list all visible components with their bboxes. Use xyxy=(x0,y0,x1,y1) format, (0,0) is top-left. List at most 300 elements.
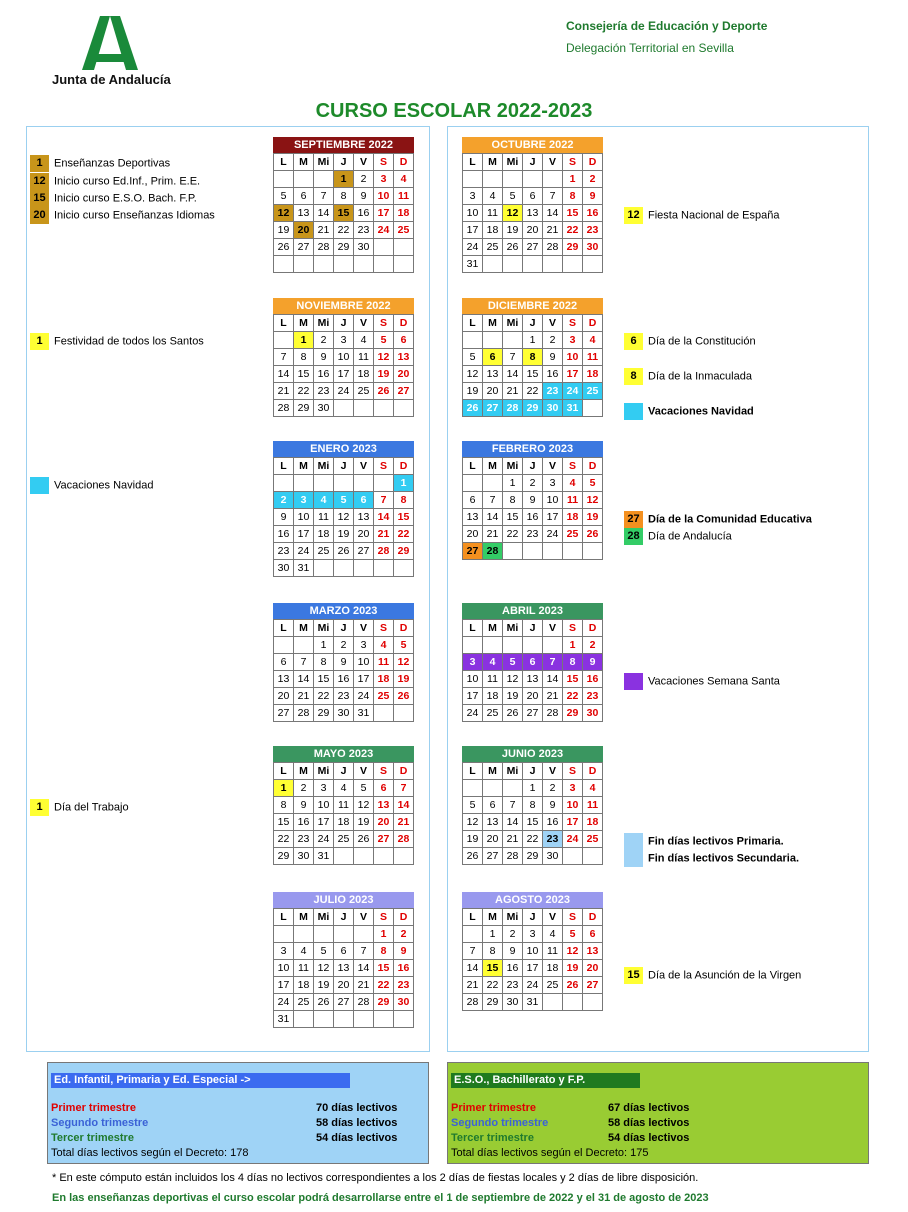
summary-primaria-row-3-label: Tercer trimestre xyxy=(51,1132,134,1144)
day-cell xyxy=(314,171,334,188)
day-cell xyxy=(583,256,603,273)
day-cell: 7 xyxy=(394,780,414,797)
day-cell: 1 xyxy=(334,171,354,188)
day-cell: 23 xyxy=(543,831,563,848)
day-cell: 17 xyxy=(523,960,543,977)
day-cell: 20 xyxy=(483,831,503,848)
day-cell: 23 xyxy=(314,383,334,400)
weekday-header: S xyxy=(563,620,583,637)
month-calendar xyxy=(462,298,603,417)
day-cell xyxy=(374,475,394,492)
day-cell xyxy=(503,332,523,349)
legend-item xyxy=(30,477,153,494)
day-cell: 4 xyxy=(483,654,503,671)
day-cell xyxy=(463,637,483,654)
day-cell xyxy=(314,560,334,577)
day-cell xyxy=(483,256,503,273)
day-cell: 4 xyxy=(543,926,563,943)
day-cell: 11 xyxy=(374,654,394,671)
day-cell: 4 xyxy=(314,492,334,509)
day-cell: 17 xyxy=(334,366,354,383)
day-cell: 6 xyxy=(294,188,314,205)
day-cell: 6 xyxy=(354,492,374,509)
day-cell xyxy=(523,256,543,273)
day-cell xyxy=(503,780,523,797)
day-cell: 26 xyxy=(503,239,523,256)
day-cell: 28 xyxy=(294,705,314,722)
summary-primaria-total: Total días lectivos según el Decreto: 178 xyxy=(51,1147,249,1159)
weekday-header: J xyxy=(523,154,543,171)
day-cell: 11 xyxy=(583,797,603,814)
day-cell xyxy=(523,637,543,654)
day-cell: 3 xyxy=(294,492,314,509)
day-cell: 31 xyxy=(463,256,483,273)
month-calendar xyxy=(273,603,414,722)
day-cell: 18 xyxy=(314,526,334,543)
legend-swatch xyxy=(624,403,643,420)
day-cell xyxy=(374,560,394,577)
day-cell: 25 xyxy=(483,705,503,722)
day-cell xyxy=(583,848,603,865)
day-cell: 27 xyxy=(374,831,394,848)
day-cell xyxy=(354,848,374,865)
day-cell: 14 xyxy=(314,205,334,222)
day-cell xyxy=(394,705,414,722)
weekday-header: M xyxy=(294,458,314,475)
weekday-header: L xyxy=(463,620,483,637)
day-cell: 3 xyxy=(274,943,294,960)
day-cell: 4 xyxy=(374,637,394,654)
month-title: OCTUBRE 2022 xyxy=(462,137,603,153)
day-cell: 13 xyxy=(294,205,314,222)
day-cell xyxy=(354,926,374,943)
month-grid xyxy=(273,762,414,865)
day-cell: 15 xyxy=(334,205,354,222)
legend-label: Vacaciones Navidad xyxy=(54,479,154,492)
summary-secundaria-row-1-value: 67 días lectivos xyxy=(608,1102,690,1114)
weekday-header: S xyxy=(563,154,583,171)
weekday-header: V xyxy=(354,315,374,332)
day-cell: 17 xyxy=(463,688,483,705)
legend-swatch: 15 xyxy=(30,190,49,207)
day-cell: 29 xyxy=(374,994,394,1011)
day-cell: 7 xyxy=(314,188,334,205)
day-cell: 19 xyxy=(563,960,583,977)
day-cell: 25 xyxy=(583,831,603,848)
weekday-header: Mi xyxy=(503,315,523,332)
day-cell: 18 xyxy=(543,960,563,977)
day-cell: 8 xyxy=(483,943,503,960)
day-cell: 22 xyxy=(483,977,503,994)
weekday-header: D xyxy=(583,458,603,475)
day-cell: 1 xyxy=(483,926,503,943)
day-cell: 7 xyxy=(483,492,503,509)
day-cell: 16 xyxy=(583,205,603,222)
day-cell: 14 xyxy=(354,960,374,977)
weekday-header: D xyxy=(394,154,414,171)
month-grid xyxy=(273,314,414,417)
day-cell: 20 xyxy=(334,977,354,994)
day-cell: 23 xyxy=(543,383,563,400)
day-cell: 2 xyxy=(314,332,334,349)
weekday-header: M xyxy=(483,315,503,332)
day-cell: 11 xyxy=(583,349,603,366)
day-cell: 14 xyxy=(294,671,314,688)
month-calendar xyxy=(462,603,603,722)
day-cell: 18 xyxy=(483,222,503,239)
day-cell: 19 xyxy=(394,671,414,688)
day-cell: 5 xyxy=(374,332,394,349)
day-cell: 27 xyxy=(354,543,374,560)
day-cell: 10 xyxy=(374,188,394,205)
day-cell: 11 xyxy=(563,492,583,509)
legend-swatch: 1 xyxy=(30,333,49,350)
weekday-header: S xyxy=(374,315,394,332)
summary-primaria xyxy=(47,1062,429,1164)
day-cell: 20 xyxy=(463,526,483,543)
weekday-header: S xyxy=(374,909,394,926)
day-cell: 1 xyxy=(563,171,583,188)
summary-secundaria-row-3-label: Tercer trimestre xyxy=(451,1132,534,1144)
day-cell: 29 xyxy=(314,705,334,722)
day-cell: 13 xyxy=(483,814,503,831)
legend-item xyxy=(624,850,799,867)
day-cell xyxy=(334,256,354,273)
day-cell: 11 xyxy=(483,205,503,222)
day-cell: 5 xyxy=(503,188,523,205)
month-grid xyxy=(462,314,603,417)
weekday-header: J xyxy=(523,763,543,780)
day-cell: 27 xyxy=(463,543,483,560)
day-cell: 27 xyxy=(294,239,314,256)
legend-item xyxy=(624,207,779,224)
day-cell: 10 xyxy=(274,960,294,977)
day-cell: 11 xyxy=(354,349,374,366)
weekday-header: Mi xyxy=(503,458,523,475)
day-cell: 20 xyxy=(374,814,394,831)
day-cell: 12 xyxy=(374,349,394,366)
day-cell xyxy=(314,256,334,273)
day-cell: 28 xyxy=(374,543,394,560)
legend-swatch: 8 xyxy=(624,368,643,385)
day-cell: 27 xyxy=(483,400,503,417)
day-cell: 22 xyxy=(523,383,543,400)
day-cell: 24 xyxy=(294,543,314,560)
day-cell xyxy=(354,400,374,417)
weekday-header: D xyxy=(583,154,603,171)
day-cell: 3 xyxy=(563,780,583,797)
legend-label: Inicio curso E.S.O. Bach. F.P. xyxy=(54,192,197,205)
day-cell: 14 xyxy=(483,509,503,526)
day-cell: 18 xyxy=(583,366,603,383)
weekday-header: S xyxy=(563,763,583,780)
day-cell xyxy=(483,332,503,349)
day-cell: 9 xyxy=(523,492,543,509)
day-cell: 23 xyxy=(523,526,543,543)
day-cell: 26 xyxy=(583,526,603,543)
legend-item xyxy=(624,333,756,350)
day-cell xyxy=(294,171,314,188)
day-cell xyxy=(563,543,583,560)
day-cell: 9 xyxy=(503,943,523,960)
weekday-header: J xyxy=(523,620,543,637)
weekday-header: J xyxy=(334,909,354,926)
legend-item xyxy=(624,673,780,690)
month-grid xyxy=(462,153,603,273)
month-title: FEBRERO 2023 xyxy=(462,441,603,457)
day-cell: 13 xyxy=(583,943,603,960)
day-cell: 15 xyxy=(563,205,583,222)
day-cell: 22 xyxy=(563,688,583,705)
day-cell: 30 xyxy=(394,994,414,1011)
day-cell xyxy=(563,994,583,1011)
weekday-header: J xyxy=(334,154,354,171)
month-title: ENERO 2023 xyxy=(273,441,414,457)
weekday-header: V xyxy=(543,154,563,171)
day-cell: 2 xyxy=(274,492,294,509)
day-cell: 24 xyxy=(463,705,483,722)
day-cell xyxy=(394,560,414,577)
day-cell: 9 xyxy=(294,797,314,814)
day-cell: 17 xyxy=(374,205,394,222)
weekday-header: D xyxy=(583,315,603,332)
day-cell: 28 xyxy=(503,848,523,865)
legend-item xyxy=(30,333,204,350)
weekday-header: D xyxy=(583,763,603,780)
day-cell: 23 xyxy=(274,543,294,560)
weekday-header: V xyxy=(354,620,374,637)
day-cell: 12 xyxy=(563,943,583,960)
day-cell: 13 xyxy=(394,349,414,366)
day-cell: 16 xyxy=(543,366,563,383)
weekday-header: S xyxy=(374,620,394,637)
day-cell: 2 xyxy=(583,171,603,188)
day-cell: 1 xyxy=(394,475,414,492)
day-cell: 22 xyxy=(274,831,294,848)
day-cell: 16 xyxy=(523,509,543,526)
month-grid xyxy=(273,908,414,1028)
day-cell: 24 xyxy=(543,526,563,543)
day-cell: 25 xyxy=(294,994,314,1011)
day-cell: 21 xyxy=(463,977,483,994)
day-cell xyxy=(394,239,414,256)
weekday-header: J xyxy=(334,763,354,780)
day-cell: 16 xyxy=(274,526,294,543)
day-cell: 18 xyxy=(394,205,414,222)
day-cell: 8 xyxy=(563,188,583,205)
day-cell: 28 xyxy=(503,400,523,417)
day-cell: 6 xyxy=(523,188,543,205)
day-cell xyxy=(334,926,354,943)
day-cell: 1 xyxy=(523,780,543,797)
day-cell xyxy=(294,926,314,943)
month-calendar xyxy=(273,137,414,273)
day-cell: 3 xyxy=(354,637,374,654)
day-cell: 18 xyxy=(563,509,583,526)
day-cell: 28 xyxy=(354,994,374,1011)
legend-swatch xyxy=(30,477,49,494)
day-cell: 12 xyxy=(314,960,334,977)
day-cell: 14 xyxy=(374,509,394,526)
day-cell: 3 xyxy=(523,926,543,943)
weekday-header: Mi xyxy=(503,154,523,171)
day-cell: 1 xyxy=(563,637,583,654)
day-cell: 17 xyxy=(563,814,583,831)
legend-swatch: 27 xyxy=(624,511,643,528)
day-cell: 7 xyxy=(543,654,563,671)
day-cell: 30 xyxy=(543,848,563,865)
weekday-header: J xyxy=(523,458,543,475)
day-cell xyxy=(274,637,294,654)
month-calendar xyxy=(273,441,414,577)
day-cell: 6 xyxy=(463,492,483,509)
day-cell: 26 xyxy=(314,994,334,1011)
day-cell: 28 xyxy=(274,400,294,417)
day-cell: 8 xyxy=(274,797,294,814)
day-cell: 6 xyxy=(274,654,294,671)
day-cell: 10 xyxy=(563,349,583,366)
day-cell: 30 xyxy=(503,994,523,1011)
day-cell: 6 xyxy=(483,349,503,366)
day-cell: 16 xyxy=(394,960,414,977)
month-title: JUNIO 2023 xyxy=(462,746,603,762)
legend-label: Fin días lectivos Secundaria. xyxy=(648,852,799,865)
month-calendar xyxy=(462,746,603,865)
day-cell: 22 xyxy=(563,222,583,239)
summary-secundaria-title: E.S.O., Bachillerato y F.P. xyxy=(451,1073,640,1088)
legend-label: Fiesta Nacional de España xyxy=(648,209,780,222)
day-cell: 29 xyxy=(563,705,583,722)
day-cell: 2 xyxy=(294,780,314,797)
day-cell: 7 xyxy=(463,943,483,960)
day-cell: 24 xyxy=(274,994,294,1011)
day-cell: 30 xyxy=(543,400,563,417)
day-cell: 15 xyxy=(483,960,503,977)
weekday-header: Mi xyxy=(314,458,334,475)
day-cell: 28 xyxy=(543,705,563,722)
day-cell: 28 xyxy=(394,831,414,848)
day-cell: 21 xyxy=(354,977,374,994)
day-cell: 15 xyxy=(523,366,543,383)
weekday-header: V xyxy=(543,315,563,332)
legend-label: Día de Andalucía xyxy=(648,530,732,543)
day-cell xyxy=(394,848,414,865)
day-cell: 3 xyxy=(543,475,563,492)
weekday-header: V xyxy=(354,909,374,926)
day-cell xyxy=(354,1011,374,1028)
day-cell: 22 xyxy=(314,688,334,705)
day-cell: 3 xyxy=(314,780,334,797)
day-cell: 24 xyxy=(374,222,394,239)
weekday-header: V xyxy=(543,458,563,475)
legend-item xyxy=(624,967,801,984)
day-cell: 1 xyxy=(523,332,543,349)
day-cell: 26 xyxy=(563,977,583,994)
day-cell: 4 xyxy=(294,943,314,960)
day-cell: 4 xyxy=(583,332,603,349)
legend-label: Día de la Inmaculada xyxy=(648,370,752,383)
day-cell: 30 xyxy=(354,239,374,256)
day-cell: 13 xyxy=(463,509,483,526)
day-cell: 8 xyxy=(503,492,523,509)
day-cell xyxy=(374,256,394,273)
day-cell xyxy=(274,475,294,492)
day-cell: 9 xyxy=(543,349,563,366)
day-cell: 30 xyxy=(314,400,334,417)
day-cell: 13 xyxy=(334,960,354,977)
weekday-header: Mi xyxy=(314,909,334,926)
day-cell: 7 xyxy=(374,492,394,509)
day-cell: 7 xyxy=(503,349,523,366)
day-cell: 12 xyxy=(274,205,294,222)
legend-item xyxy=(624,368,752,385)
weekday-header: M xyxy=(483,458,503,475)
legend-swatch: 20 xyxy=(30,207,49,224)
day-cell: 9 xyxy=(314,349,334,366)
day-cell xyxy=(463,780,483,797)
day-cell: 21 xyxy=(543,222,563,239)
day-cell xyxy=(543,543,563,560)
weekday-header: M xyxy=(483,620,503,637)
day-cell: 17 xyxy=(354,671,374,688)
day-cell: 16 xyxy=(294,814,314,831)
day-cell: 5 xyxy=(463,349,483,366)
weekday-header: V xyxy=(354,763,374,780)
day-cell: 29 xyxy=(394,543,414,560)
day-cell: 26 xyxy=(463,848,483,865)
day-cell: 10 xyxy=(334,349,354,366)
weekday-header: D xyxy=(394,458,414,475)
day-cell: 12 xyxy=(503,671,523,688)
day-cell xyxy=(354,560,374,577)
weekday-header: Mi xyxy=(314,154,334,171)
day-cell: 2 xyxy=(523,475,543,492)
day-cell: 22 xyxy=(294,383,314,400)
day-cell: 16 xyxy=(543,814,563,831)
day-cell: 2 xyxy=(394,926,414,943)
weekday-header: D xyxy=(394,909,414,926)
weekday-header: M xyxy=(294,763,314,780)
weekday-header: D xyxy=(394,315,414,332)
summary-secundaria-total: Total días lectivos según el Decreto: 175 xyxy=(451,1147,649,1159)
day-cell: 21 xyxy=(294,688,314,705)
day-cell xyxy=(503,637,523,654)
day-cell: 6 xyxy=(334,943,354,960)
legend-item xyxy=(624,833,784,850)
day-cell: 23 xyxy=(394,977,414,994)
day-cell: 22 xyxy=(394,526,414,543)
weekday-header: D xyxy=(583,620,603,637)
day-cell: 29 xyxy=(483,994,503,1011)
day-cell: 29 xyxy=(563,239,583,256)
day-cell: 8 xyxy=(374,943,394,960)
month-title: SEPTIEMBRE 2022 xyxy=(273,137,414,153)
month-grid xyxy=(462,457,603,560)
day-cell xyxy=(503,256,523,273)
weekday-header: D xyxy=(583,909,603,926)
day-cell: 16 xyxy=(354,205,374,222)
day-cell: 26 xyxy=(354,831,374,848)
day-cell: 15 xyxy=(563,671,583,688)
day-cell: 14 xyxy=(543,671,563,688)
day-cell xyxy=(334,848,354,865)
day-cell: 17 xyxy=(463,222,483,239)
day-cell: 20 xyxy=(354,526,374,543)
day-cell xyxy=(274,256,294,273)
day-cell: 14 xyxy=(503,366,523,383)
weekday-header: V xyxy=(543,909,563,926)
day-cell: 13 xyxy=(523,205,543,222)
